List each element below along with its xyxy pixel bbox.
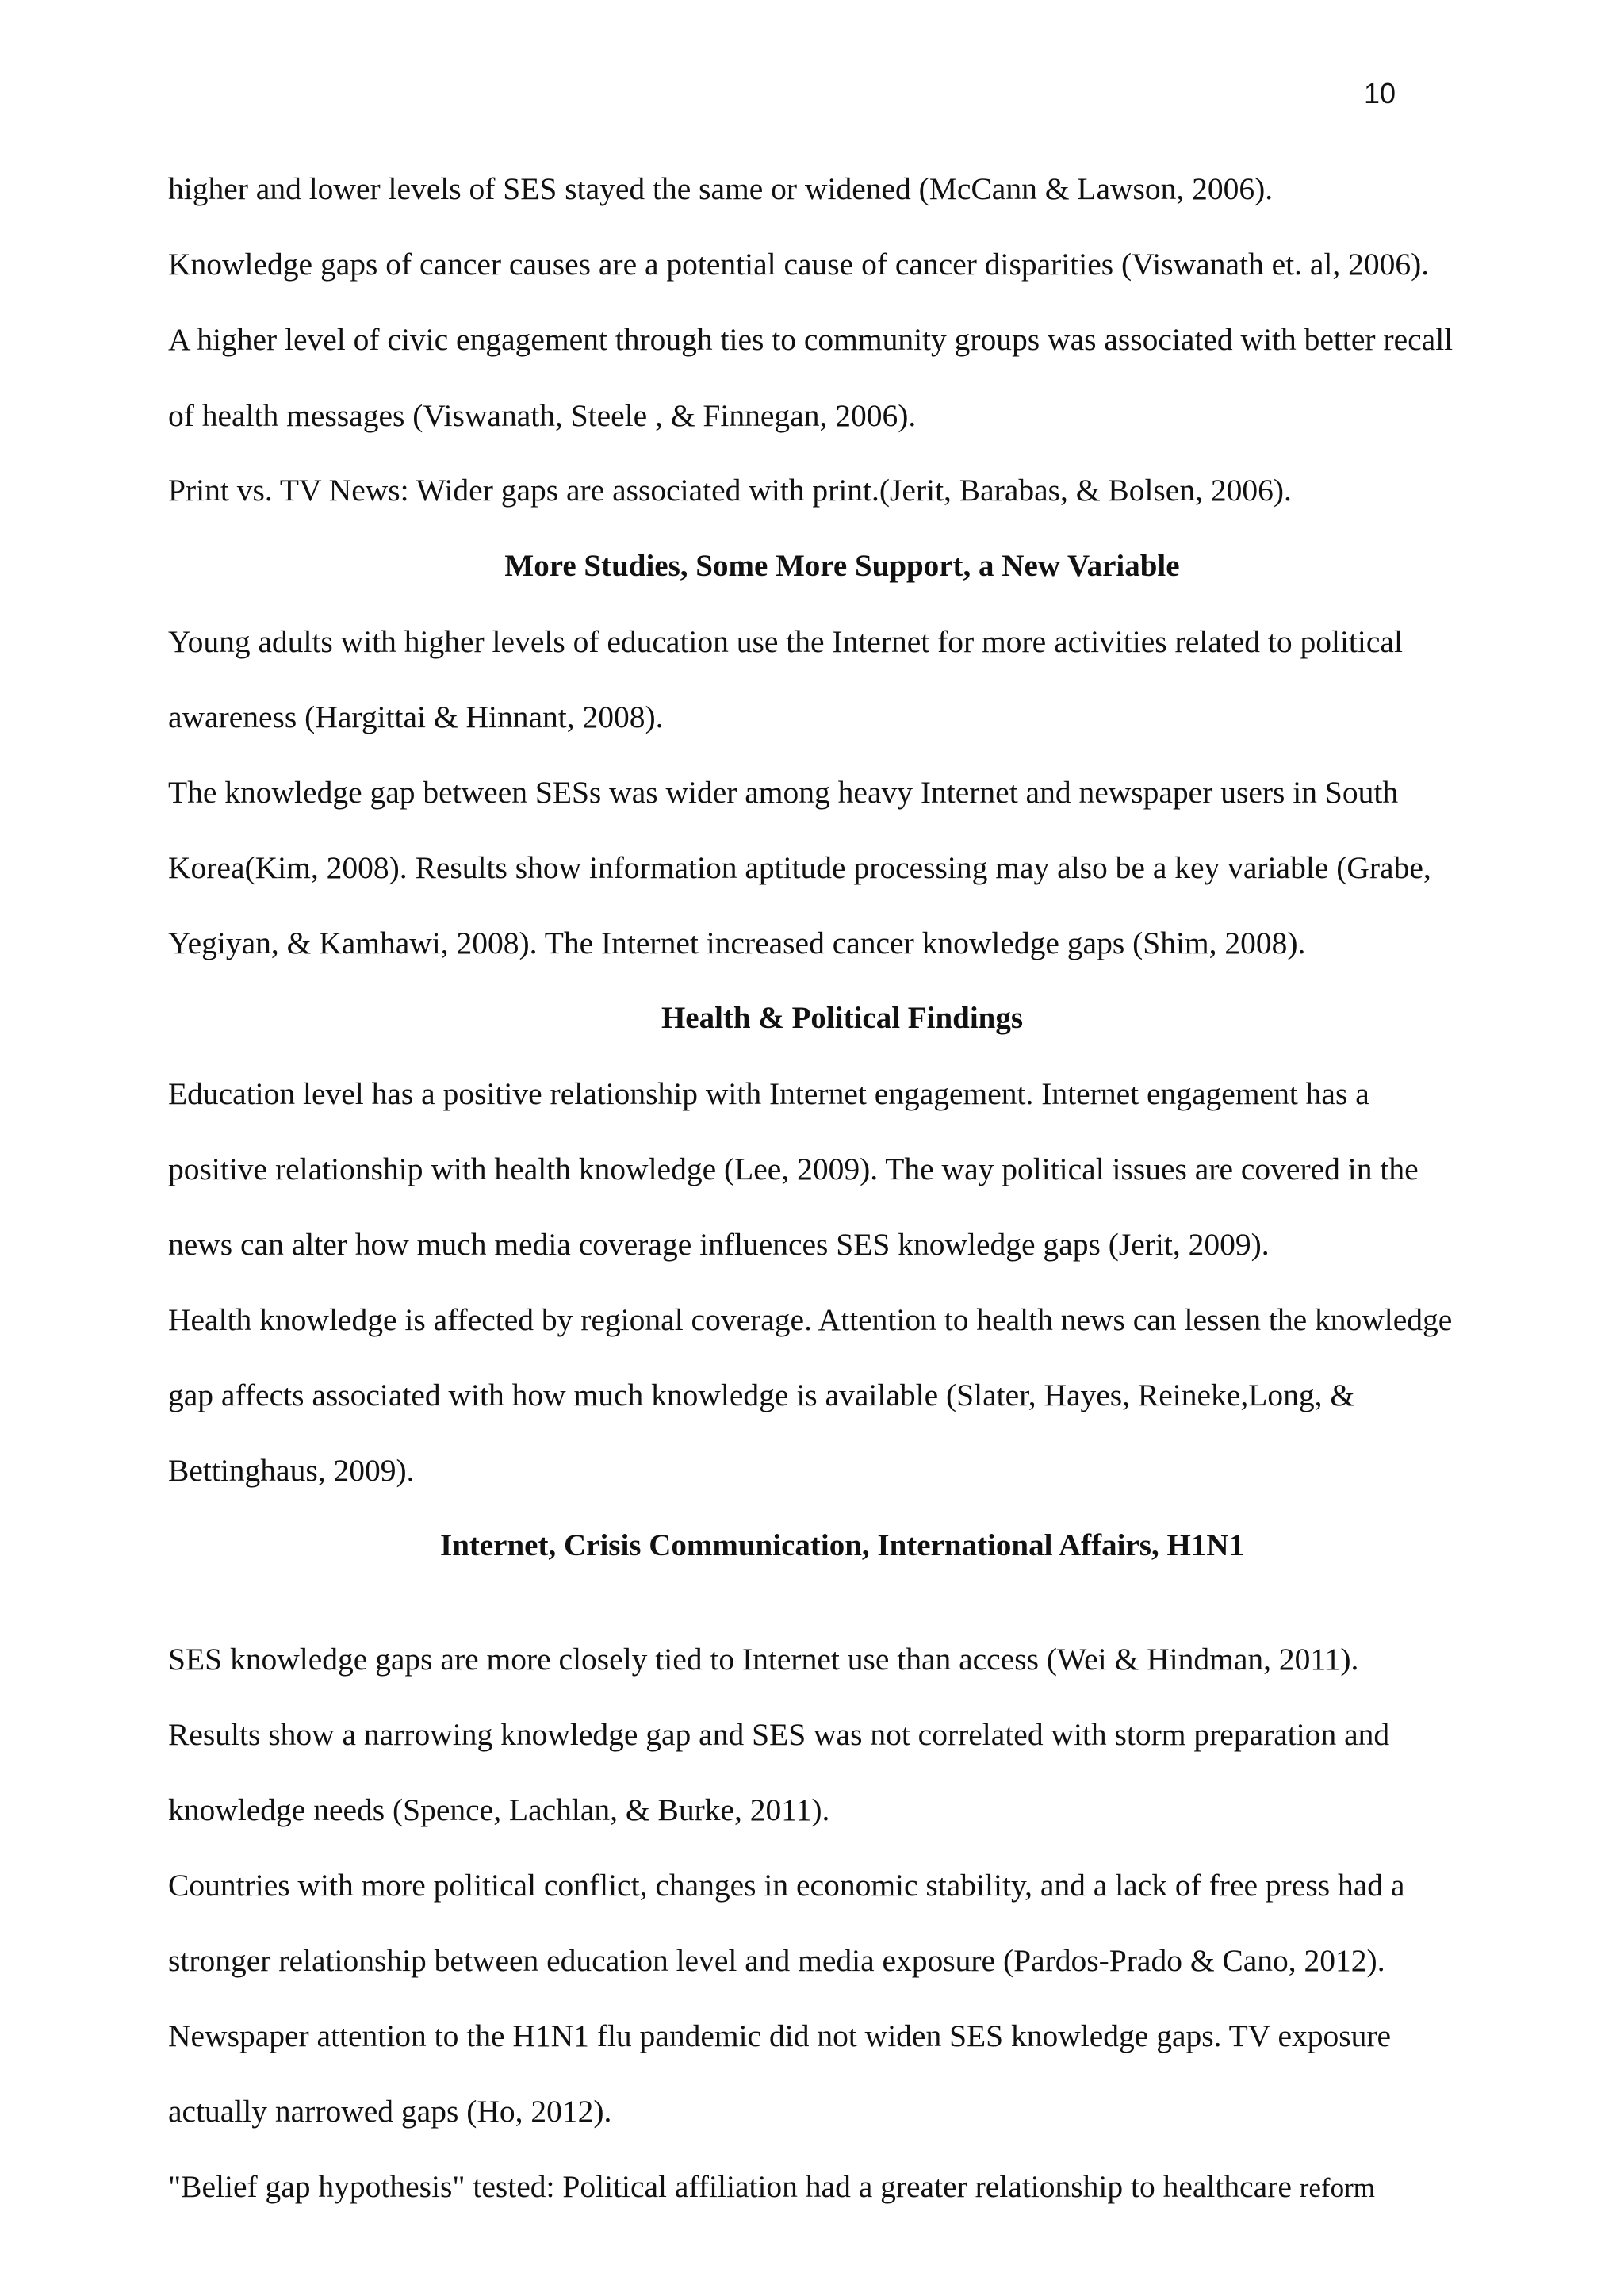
text-line: SES knowledge gaps are more closely tied to Internet use than access (Wei & Hindman, 2011). (168, 1642, 1359, 1677)
text-line: Korea(Kim, 2008). Results show information aptitude processing may also be a key variable (Grabe, (168, 850, 1431, 885)
text-line: Young adults with higher levels of education use the Internet for more activities related to political (168, 624, 1403, 659)
text-line: Yegiyan, & Kamhawi, 2008). The Internet increased cancer knowledge gaps (Shim, 2008). (168, 926, 1306, 960)
section-heading: Internet, Crisis Communication, International Affairs, H1N1 (440, 1528, 1244, 1562)
text-line: Print vs. TV News: Wider gaps are associated with print.(Jerit, Barabas, & Bolsen, 2006). (168, 473, 1292, 508)
text-line-last (168, 2168, 1375, 2207)
text-line: Newspaper attention to the H1N1 flu pandemic did not widen SES knowledge gaps. TV exposure (168, 2018, 1392, 2053)
text-line: gap affects associated with how much knowledge is available (Slater, Hayes, Reineke,Long, & (168, 1378, 1355, 1412)
text-line: of health messages (Viswanath, Steele , & Finnegan, 2006). (168, 398, 917, 433)
text-line: Health knowledge is affected by regional coverage. Attention to health news can lessen the knowledge (168, 1302, 1453, 1337)
text-line: The knowledge gap between SESs was wider among heavy Internet and newspaper users in South (168, 775, 1399, 810)
section-heading: Health & Political Findings (661, 1001, 1024, 1035)
text-line: positive relationship with health knowledge (Lee, 2009). The way political issues are covered in the (168, 1152, 1419, 1186)
text-line: awareness (Hargittai & Hinnant, 2008). (168, 700, 664, 734)
page-number: 10 (1363, 77, 1396, 109)
text-line: higher and lower levels of SES stayed the same or widened (McCann & Lawson, 2006). (168, 171, 1274, 206)
text-line: Knowledge gaps of cancer causes are a potential cause of cancer disparities (Viswanath et. al, 2006). (168, 247, 1430, 282)
text-line: news can alter how much media coverage influences SES knowledge gaps (Jerit, 2009). (168, 1227, 1270, 1262)
text-line: A higher level of civic engagement through ties to community groups was associated with better recall (168, 322, 1454, 357)
text-line-main: "Belief gap hypothesis" tested: Political affiliation had a greater relationship to healthcare (168, 2169, 1292, 2204)
text-line: Results show a narrowing knowledge gap and SES was not correlated with storm preparation and (168, 1717, 1390, 1752)
text-line: stronger relationship between education level and media exposure (Pardos-Prado & Cano, 2012). (168, 1943, 1385, 1978)
text-line: knowledge needs (Spence, Lachlan, & Burke, 2011). (168, 1792, 830, 1827)
text-line: Education level has a positive relationship with Internet engagement. Internet engagement has a (168, 1076, 1369, 1111)
text-line: Countries with more political conflict, changes in economic stability, and a lack of free press had a (168, 1868, 1405, 1903)
section-heading: More Studies, Some More Support, a New Variable (504, 549, 1180, 583)
text-line: actually narrowed gaps (Ho, 2012). (168, 2094, 612, 2129)
text-line-tail: reform (1299, 2172, 1375, 2203)
text-line: Bettinghaus, 2009). (168, 1453, 415, 1488)
